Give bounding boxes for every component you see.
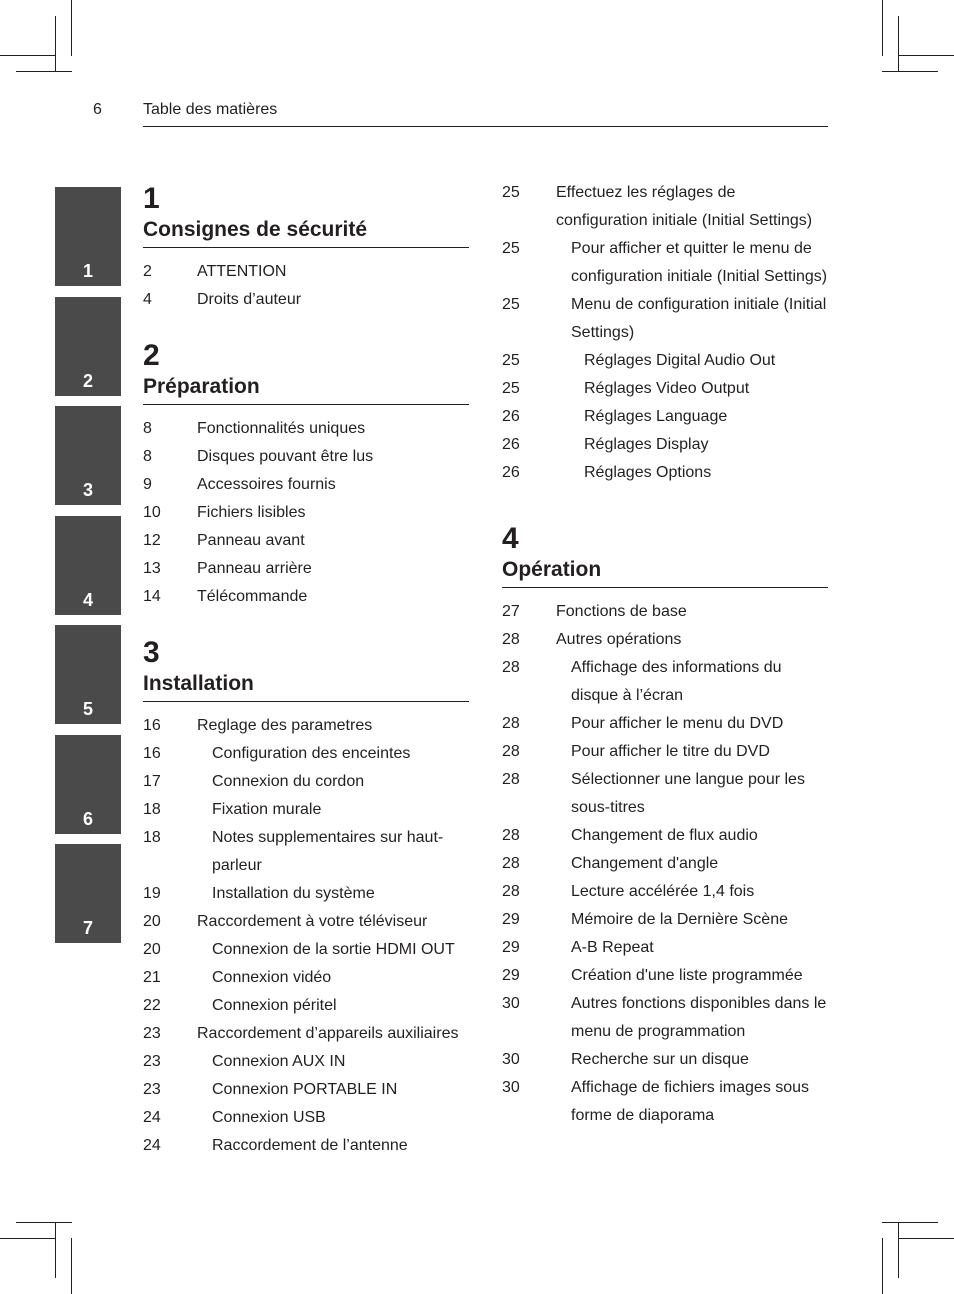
toc-entry-page: 20 [143,913,161,930]
toc-entry-page: 8 [143,448,152,465]
crop-mark [0,55,55,56]
toc-entry-page: 26 [502,408,520,425]
toc-entry[interactable] [143,712,469,740]
toc-entry[interactable] [502,626,828,654]
crop-mark [899,55,954,56]
toc-entry[interactable] [143,258,469,286]
chapter-tab-label: 7 [82,918,93,938]
chapter-tab-label: 6 [82,808,93,829]
section-title: Installation [143,672,254,695]
chapter-tab-2[interactable] [55,297,121,396]
toc-entry-page: 9 [143,476,152,493]
toc-entry-page: 18 [143,801,161,818]
crop-mark [882,1238,883,1294]
crop-mark [16,71,72,72]
toc-entry[interactable] [502,179,828,235]
section-number: 4 [502,522,519,555]
crop-mark [899,1238,954,1239]
toc-entry[interactable] [502,906,828,934]
toc-entry[interactable] [502,1046,828,1074]
toc-entry[interactable] [143,824,469,880]
toc-entry[interactable] [143,1020,469,1048]
toc-entry-page: 19 [143,885,161,902]
toc-entry[interactable] [502,598,828,626]
page-number: 6 [93,101,102,118]
toc-entry[interactable] [143,527,469,555]
toc-entry-page: 29 [502,939,520,956]
toc-entry-text: Raccordement à votre téléviseur [197,913,428,930]
toc-entry[interactable] [143,992,469,1020]
toc-entry-page: 8 [143,420,152,437]
section-rule [143,404,469,405]
toc-entry-text: Pour afficher le menu du DVD [571,715,784,732]
toc-entry-text: Effectuez les réglages de configuration initiale (Initial Settings) [556,184,813,229]
toc-entry[interactable] [143,768,469,796]
toc-entry-text: Raccordement de l’antenne [212,1137,408,1154]
toc-entry-page: 28 [502,827,520,844]
toc-left-column [143,183,469,1186]
toc-entry-page: 16 [143,717,161,734]
chapter-tab-6[interactable] [55,735,121,834]
section-number: 3 [143,636,160,669]
toc-entry-text: Disques pouvant être lus [197,448,374,465]
toc-entry-page: 25 [502,352,520,369]
section-title: Opération [502,558,602,581]
toc-entry-text: Réglages Display [584,436,709,453]
crop-mark [0,1238,55,1239]
toc-entry[interactable] [502,878,828,906]
toc-entry-text: Connexion vidéo [212,969,332,986]
chapter-tab-label: 1 [82,261,93,281]
toc-entry[interactable] [502,375,828,403]
toc-entry[interactable] [143,880,469,908]
toc-entry[interactable] [502,291,828,347]
toc-entry[interactable] [143,415,469,443]
toc-entry-text: Fichiers lisibles [197,504,306,521]
toc-entry-page: 2 [143,263,152,280]
toc-entry-page: 23 [143,1053,161,1070]
toc-entry-text: Réglages Video Output [584,380,750,397]
toc-entry[interactable] [502,347,828,375]
toc-entry[interactable] [502,822,828,850]
toc-entry-page: 16 [143,745,161,762]
chapter-tab-label: 2 [82,370,93,391]
toc-entry-page: 28 [502,659,520,676]
toc-entry-page: 24 [143,1137,161,1154]
toc-entry-text: A-B Repeat [571,939,654,956]
toc-entry-text: Mémoire de la Dernière Scène [571,911,788,928]
chapter-tab-1[interactable] [55,187,121,286]
toc-entry[interactable] [143,1104,469,1132]
toc-entry[interactable] [502,235,828,291]
toc-continuation [502,179,828,487]
toc-entry-page: 27 [502,603,520,620]
page-title: Table des matières [143,101,278,118]
toc-entry-page: 4 [143,291,152,308]
toc-entry-page: 25 [502,296,520,313]
crop-mark [16,1222,72,1223]
toc-entry-text: Raccordement d’appareils auxiliaires [197,1025,459,1042]
toc-entry-page: 25 [502,184,520,201]
section-rule [143,701,469,702]
section-title: Préparation [143,375,260,398]
toc-entry-text: Connexion péritel [212,997,337,1014]
toc-entry[interactable] [502,459,828,487]
toc-entry-page: 28 [502,743,520,760]
crop-mark [71,0,72,56]
toc-entry-text: Affichage de fichiers images sous forme de diaporama [571,1079,810,1124]
section-rule [143,247,469,248]
toc-entry[interactable] [502,431,828,459]
toc-entry-text: Autres opérations [556,631,682,648]
toc-entry[interactable] [143,443,469,471]
toc-entry-text: Sélectionner une langue pour les sous-titres [571,771,805,816]
toc-entry[interactable] [143,471,469,499]
toc-entry-text: Changement de flux audio [571,827,758,844]
crop-mark [882,71,938,72]
toc-entry[interactable] [502,710,828,738]
toc-entry-text: Recherche sur un disque [571,1051,749,1068]
toc-entry[interactable] [143,908,469,936]
toc-entry[interactable] [143,740,469,768]
toc-entry[interactable] [502,403,828,431]
toc-entry-page: 18 [143,829,161,846]
toc-entry[interactable] [502,766,828,822]
toc-entry-page: 24 [143,1109,161,1126]
toc-entry[interactable] [143,1076,469,1104]
toc-entry-text: Droits d’auteur [197,291,302,308]
toc-entry-text: Panneau arrière [197,560,312,577]
toc-entry-text: Création d'une liste programmée [571,967,803,984]
crop-mark [71,1238,72,1294]
toc-entry[interactable] [502,738,828,766]
toc-entry-text: Télécommande [197,588,308,605]
toc-entry-page: 23 [143,1081,161,1098]
toc-entry-text: Réglages Language [584,408,728,425]
toc-entry-page: 28 [502,883,520,900]
toc-entry-text: Panneau avant [197,532,305,549]
toc-entry-page: 26 [502,436,520,453]
crop-mark [55,16,56,72]
section-number: 1 [143,182,160,215]
toc-entry-page: 30 [502,1079,520,1096]
section-title: Consignes de sécurité [143,218,368,241]
toc-section [143,637,469,1160]
toc-entry[interactable] [143,964,469,992]
toc-entry-page: 21 [143,969,161,986]
toc-entry-page: 23 [143,1025,161,1042]
toc-entry[interactable] [502,1074,828,1130]
toc-entry-text: Lecture accélérée 1,4 fois [571,883,755,900]
toc-entry-page: 28 [502,855,520,872]
toc-entry[interactable] [143,286,469,314]
toc-entry-text: Accessoires fournis [197,476,336,493]
crop-mark [882,1222,938,1223]
toc-entry-page: 12 [143,532,161,549]
toc-entry-page: 13 [143,560,161,577]
crop-mark [898,1222,899,1278]
toc-entry-text: Fonctions de base [556,603,687,620]
crop-mark [898,16,899,72]
toc-entry-page: 26 [502,464,520,481]
toc-entry-page: 30 [502,1051,520,1068]
toc-entry-text: Autres fonctions disponibles dans le menu de programmation [571,995,827,1040]
chapter-tab-7[interactable] [55,844,121,943]
header-rule [143,126,828,127]
toc-entry[interactable] [502,654,828,710]
toc-entry-page: 22 [143,997,161,1014]
toc-entry-text: Notes supplementaires sur haut-parleur [212,829,444,874]
toc-entry[interactable] [143,936,469,964]
toc-entry-text: Changement d'angle [571,855,719,872]
toc-entry-text: Réglages Options [584,464,712,481]
toc-entry[interactable] [143,1048,469,1076]
toc-section [143,340,469,611]
crop-mark [55,1222,56,1278]
chapter-tab-label: 4 [82,589,93,610]
toc-entry-page: 14 [143,588,161,605]
chapter-tab-5[interactable] [55,625,121,724]
chapter-tab-label: 5 [82,699,93,719]
toc-right-column [502,179,828,1156]
toc-entry-text: Installation du système [212,885,375,902]
toc-section [143,183,469,314]
chapter-tab-label: 3 [82,480,93,500]
toc-entry[interactable] [143,1132,469,1160]
toc-entry[interactable] [143,583,469,611]
toc-entry-page: 29 [502,911,520,928]
toc-entry-text: Fonctionnalités uniques [197,420,366,437]
toc-entry-page: 29 [502,967,520,984]
toc-entry[interactable] [143,796,469,824]
toc-entry-text: Affichage des informations du disque à l’écran [571,659,782,704]
chapter-tab-3[interactable] [55,406,121,505]
toc-entry-page: 28 [502,715,520,732]
toc-entry[interactable] [502,934,828,962]
toc-entry-text: Réglages Digital Audio Out [584,352,776,369]
toc-entry-text: ATTENTION [197,263,287,280]
toc-entry[interactable] [502,850,828,878]
toc-entry-text: Pour afficher et quitter le menu de configuration initiale (Initial Settings) [571,240,828,285]
section-rule [502,587,828,588]
toc-entry-text: Connexion AUX IN [212,1053,346,1070]
toc-entry-text: Connexion du cordon [212,773,365,790]
crop-mark [882,0,883,56]
toc-entry-text: Menu de configuration initiale (Initial Settings) [571,296,827,341]
toc-entry-text: Connexion PORTABLE IN [212,1081,398,1098]
toc-entry-text: Pour afficher le titre du DVD [571,743,770,760]
toc-entry-page: 28 [502,771,520,788]
toc-entry[interactable] [502,962,828,990]
toc-entry-text: Fixation murale [212,801,322,818]
toc-entry-text: Connexion USB [212,1109,326,1126]
toc-entry-text: Connexion de la sortie HDMI OUT [212,941,455,958]
toc-section [502,523,828,1130]
toc-entry-page: 10 [143,504,161,521]
toc-entry-text: Reglage des parametres [197,717,373,734]
toc-entry[interactable] [143,555,469,583]
chapter-tab-4[interactable] [55,516,121,615]
toc-entry-page: 30 [502,995,520,1012]
toc-entry-text: Configuration des enceintes [212,745,411,762]
toc-entry-page: 25 [502,240,520,257]
toc-entry-page: 17 [143,773,161,790]
section-number: 2 [143,339,160,372]
toc-entry[interactable] [502,990,828,1046]
toc-entry[interactable] [143,499,469,527]
toc-entry-page: 20 [143,941,161,958]
toc-entry-page: 25 [502,380,520,397]
toc-entry-page: 28 [502,631,520,648]
